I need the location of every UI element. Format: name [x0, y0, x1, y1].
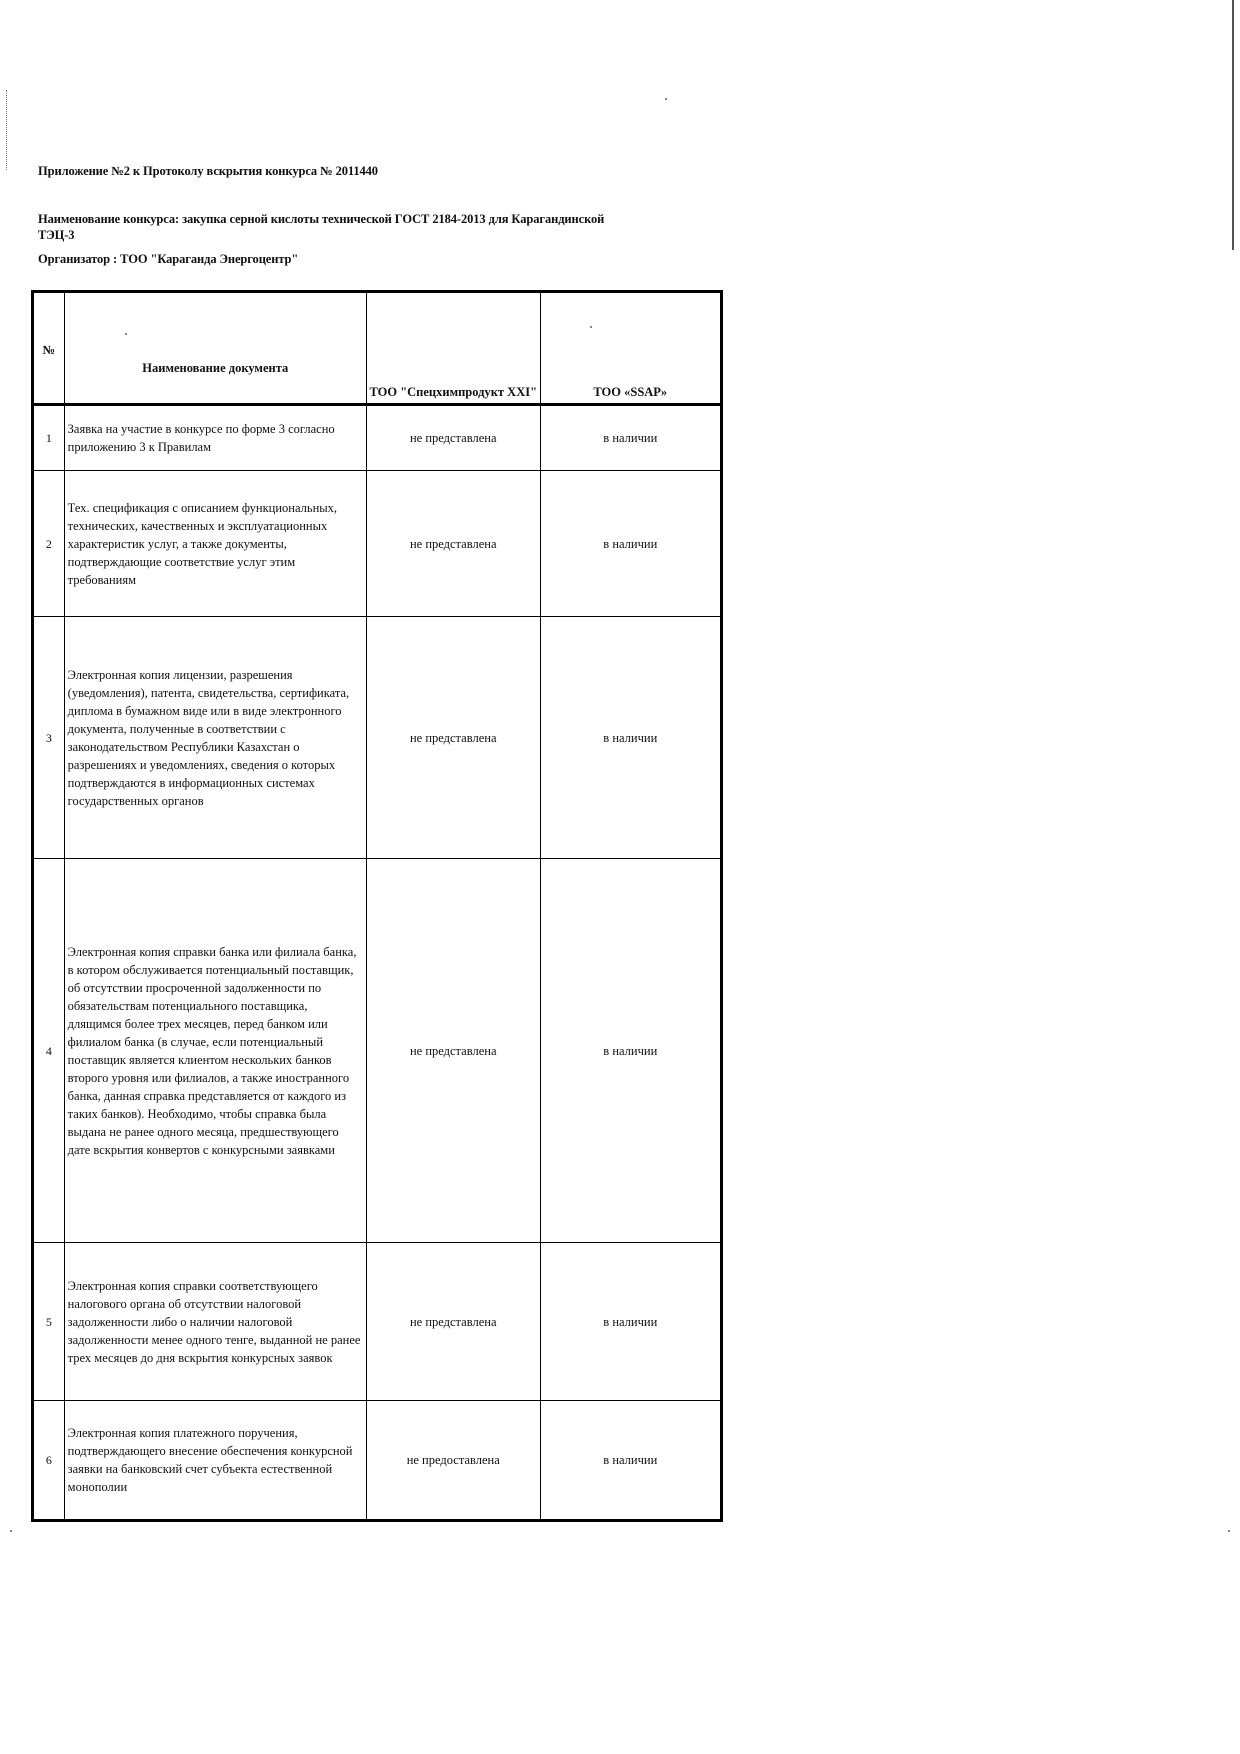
- scan-edge-mark: [1232, 0, 1234, 250]
- row-number: 3: [33, 617, 65, 859]
- table-row: [33, 471, 722, 617]
- column-header-document-name: Наименование документа: [64, 292, 366, 405]
- document-name: Электронная копия лицензии, разрешения (уведомления), патента, свидетельства, сертификата, диплома в бумажном виде или в виде электронного документа, полученные в соответствии с законодательством Республики Казахстан о разрешениях и уведомлениях, сведения о которых подтверждаются в информационных системах государственных органов: [64, 617, 366, 859]
- row-number: 5: [33, 1243, 65, 1401]
- supplier-a-status: не представлена: [366, 859, 540, 1243]
- supplier-a-status: не представлена: [366, 471, 540, 617]
- scan-speck: [1228, 1530, 1230, 1532]
- document-name: Электронная копия справки банка или филиала банка, в котором обслуживается потенциальный поставщик, об отсутствии просроченной задолженности по обязательствам потенциального поставщика, длящимся более трех месяцев, перед банком или филиалом банка (в случае, если потенциальный поставщик является клиентом нескольких банков второго уровня или филиалов, а также иностранного банка, данная справка представляется от каждого из таких банков). Необходимо, чтобы справка была выдана не ранее одного месяца, предшествующего дате вскрытия конвертов с конкурсными заявками: [64, 859, 366, 1243]
- row-number: 4: [33, 859, 65, 1243]
- scan-margin-dots: [6, 90, 8, 170]
- supplier-a-status: не представлена: [366, 405, 540, 471]
- tender-name-continued: ТЭЦ-3: [38, 228, 75, 242]
- supplier-b-status: в наличии: [540, 405, 721, 471]
- appendix-title: Приложение №2 к Протоколу вскрытия конкурса № 2011440: [38, 164, 378, 178]
- supplier-b-label: ТОО «SSAP»: [593, 385, 668, 399]
- document-name: Электронная копия справки соответствующего налогового органа об отсутствии налоговой задолженности либо о наличии налоговой задолженности менее одного тенге, выданной не ранее трех месяцев до дня вскрытия конкурсных заявок: [64, 1243, 366, 1401]
- supplier-b-status: в наличии: [540, 471, 721, 617]
- supplier-b-status: в наличии: [540, 1401, 721, 1521]
- supplier-a-label: ТОО "Спецхимпродукт XXI": [369, 385, 538, 399]
- column-header-supplier-b: [540, 292, 721, 405]
- table-row: [33, 617, 722, 859]
- supplier-a-status: не предоставлена: [366, 1401, 540, 1521]
- supplier-b-status: в наличии: [540, 1243, 721, 1401]
- document-name: Заявка на участие в конкурсе по форме 3 согласно приложению 3 к Правилам: [64, 405, 366, 471]
- scan-speck: [10, 1530, 12, 1532]
- row-number: 6: [33, 1401, 65, 1521]
- table-header-row: [33, 292, 722, 405]
- supplier-a-status: не представлена: [366, 617, 540, 859]
- column-header-number: №: [33, 292, 65, 405]
- table-row: [33, 859, 722, 1243]
- table-row: [33, 1243, 722, 1401]
- document-name: Тех. спецификация с описанием функциональных, технических, качественных и эксплуатационных характеристик услуг, а также документы, подтверждающие соответствие услуг этим требованиям: [64, 471, 366, 617]
- documents-table: [31, 290, 723, 1522]
- document-name: Электронная копия платежного поручения, подтверждающего внесение обеспечения конкурсной заявки на банковский счет субъекта естественной монополии: [64, 1401, 366, 1521]
- scan-speck: [665, 98, 667, 100]
- column-header-supplier-a: [366, 292, 540, 405]
- supplier-b-status: в наличии: [540, 617, 721, 859]
- organizer-line: Организатор : ТОО "Караганда Энергоцентр": [38, 252, 299, 266]
- tender-name: Наименование конкурса: закупка серной кислоты технической ГОСТ 2184-2013 для Карагандинской: [38, 212, 605, 226]
- table-row: [33, 405, 722, 471]
- table-row: [33, 1401, 722, 1521]
- supplier-b-status: в наличии: [540, 859, 721, 1243]
- row-number: 1: [33, 405, 65, 471]
- row-number: 2: [33, 471, 65, 617]
- supplier-a-status: не представлена: [366, 1243, 540, 1401]
